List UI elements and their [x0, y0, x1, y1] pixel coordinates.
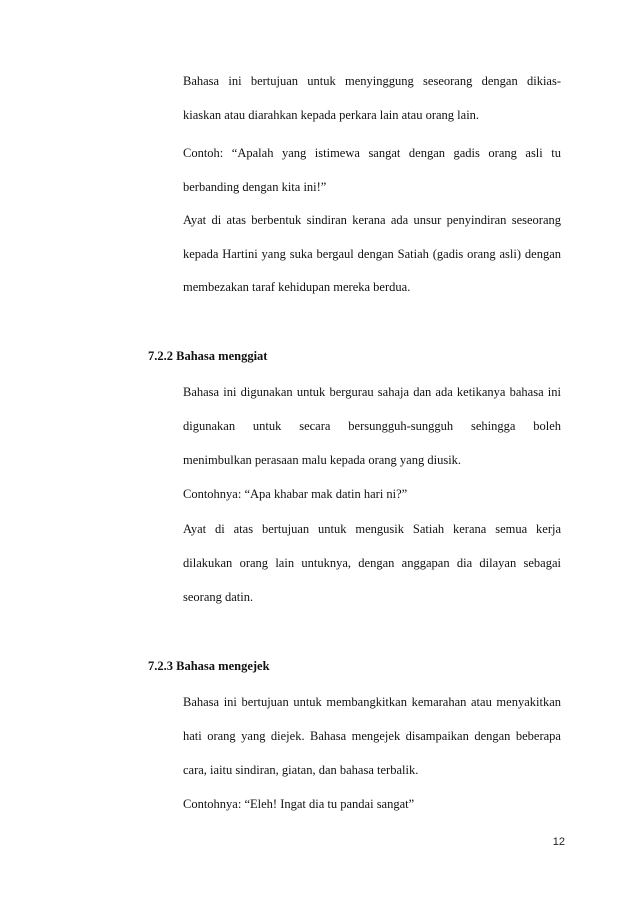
body-text-line: kiaskan atau diarahkan kepada perkara lain atau orang lain.: [183, 108, 480, 122]
body-text-line: membezakan taraf kehidupan mereka berdua.: [183, 280, 411, 294]
body-text-line: Contoh: “Apalah yang istimewa sangat dengan gadis orang asli tu: [183, 146, 561, 160]
body-text-line: Bahasa ini digunakan untuk bergurau sahaja dan ada ketikanya bahasa ini: [183, 385, 561, 399]
body-text-line: Ayat di atas bertujuan untuk mengusik Satiah kerana semua kerja: [183, 522, 561, 536]
section-heading: 7.2.3 Bahasa mengejek: [148, 659, 270, 673]
body-text-line: menimbulkan perasaan malu kepada orang yang diusik.: [183, 453, 462, 467]
body-text-line: kepada Hartini yang suka bergaul dengan Satiah (gadis orang asli) dengan: [183, 247, 561, 261]
body-text-line: dilakukan orang lain untuknya, dengan anggapan dia dilayan sebagai: [183, 556, 561, 570]
body-text-line: hati orang yang diejek. Bahasa mengejek disampaikan dengan beberapa: [183, 729, 561, 743]
body-text-line: digunakan untuk secara bersungguh-sungguh sehingga boleh: [183, 419, 561, 433]
section-heading: 7.2.2 Bahasa menggiat: [148, 349, 268, 363]
body-text-line: Bahasa ini bertujuan untuk membangkitkan kemarahan atau menyakitkan: [183, 695, 561, 709]
body-text-line: cara, iaitu sindiran, giatan, dan bahasa terbalik.: [183, 763, 419, 777]
body-text-line: Contohnya: “Eleh! Ingat dia tu pandai sangat”: [183, 797, 415, 811]
body-text-line: seorang datin.: [183, 590, 254, 604]
body-text-line: Ayat di atas berbentuk sindiran kerana ada unsur penyindiran seseorang: [183, 213, 561, 227]
body-text-line: Contohnya: “Apa khabar mak datin hari ni?”: [183, 487, 408, 501]
body-text-line: Bahasa ini bertujuan untuk menyinggung seseorang dengan dikias-: [183, 74, 561, 88]
page-number: 12: [552, 836, 565, 848]
body-text-line: berbanding dengan kita ini!”: [183, 180, 327, 194]
